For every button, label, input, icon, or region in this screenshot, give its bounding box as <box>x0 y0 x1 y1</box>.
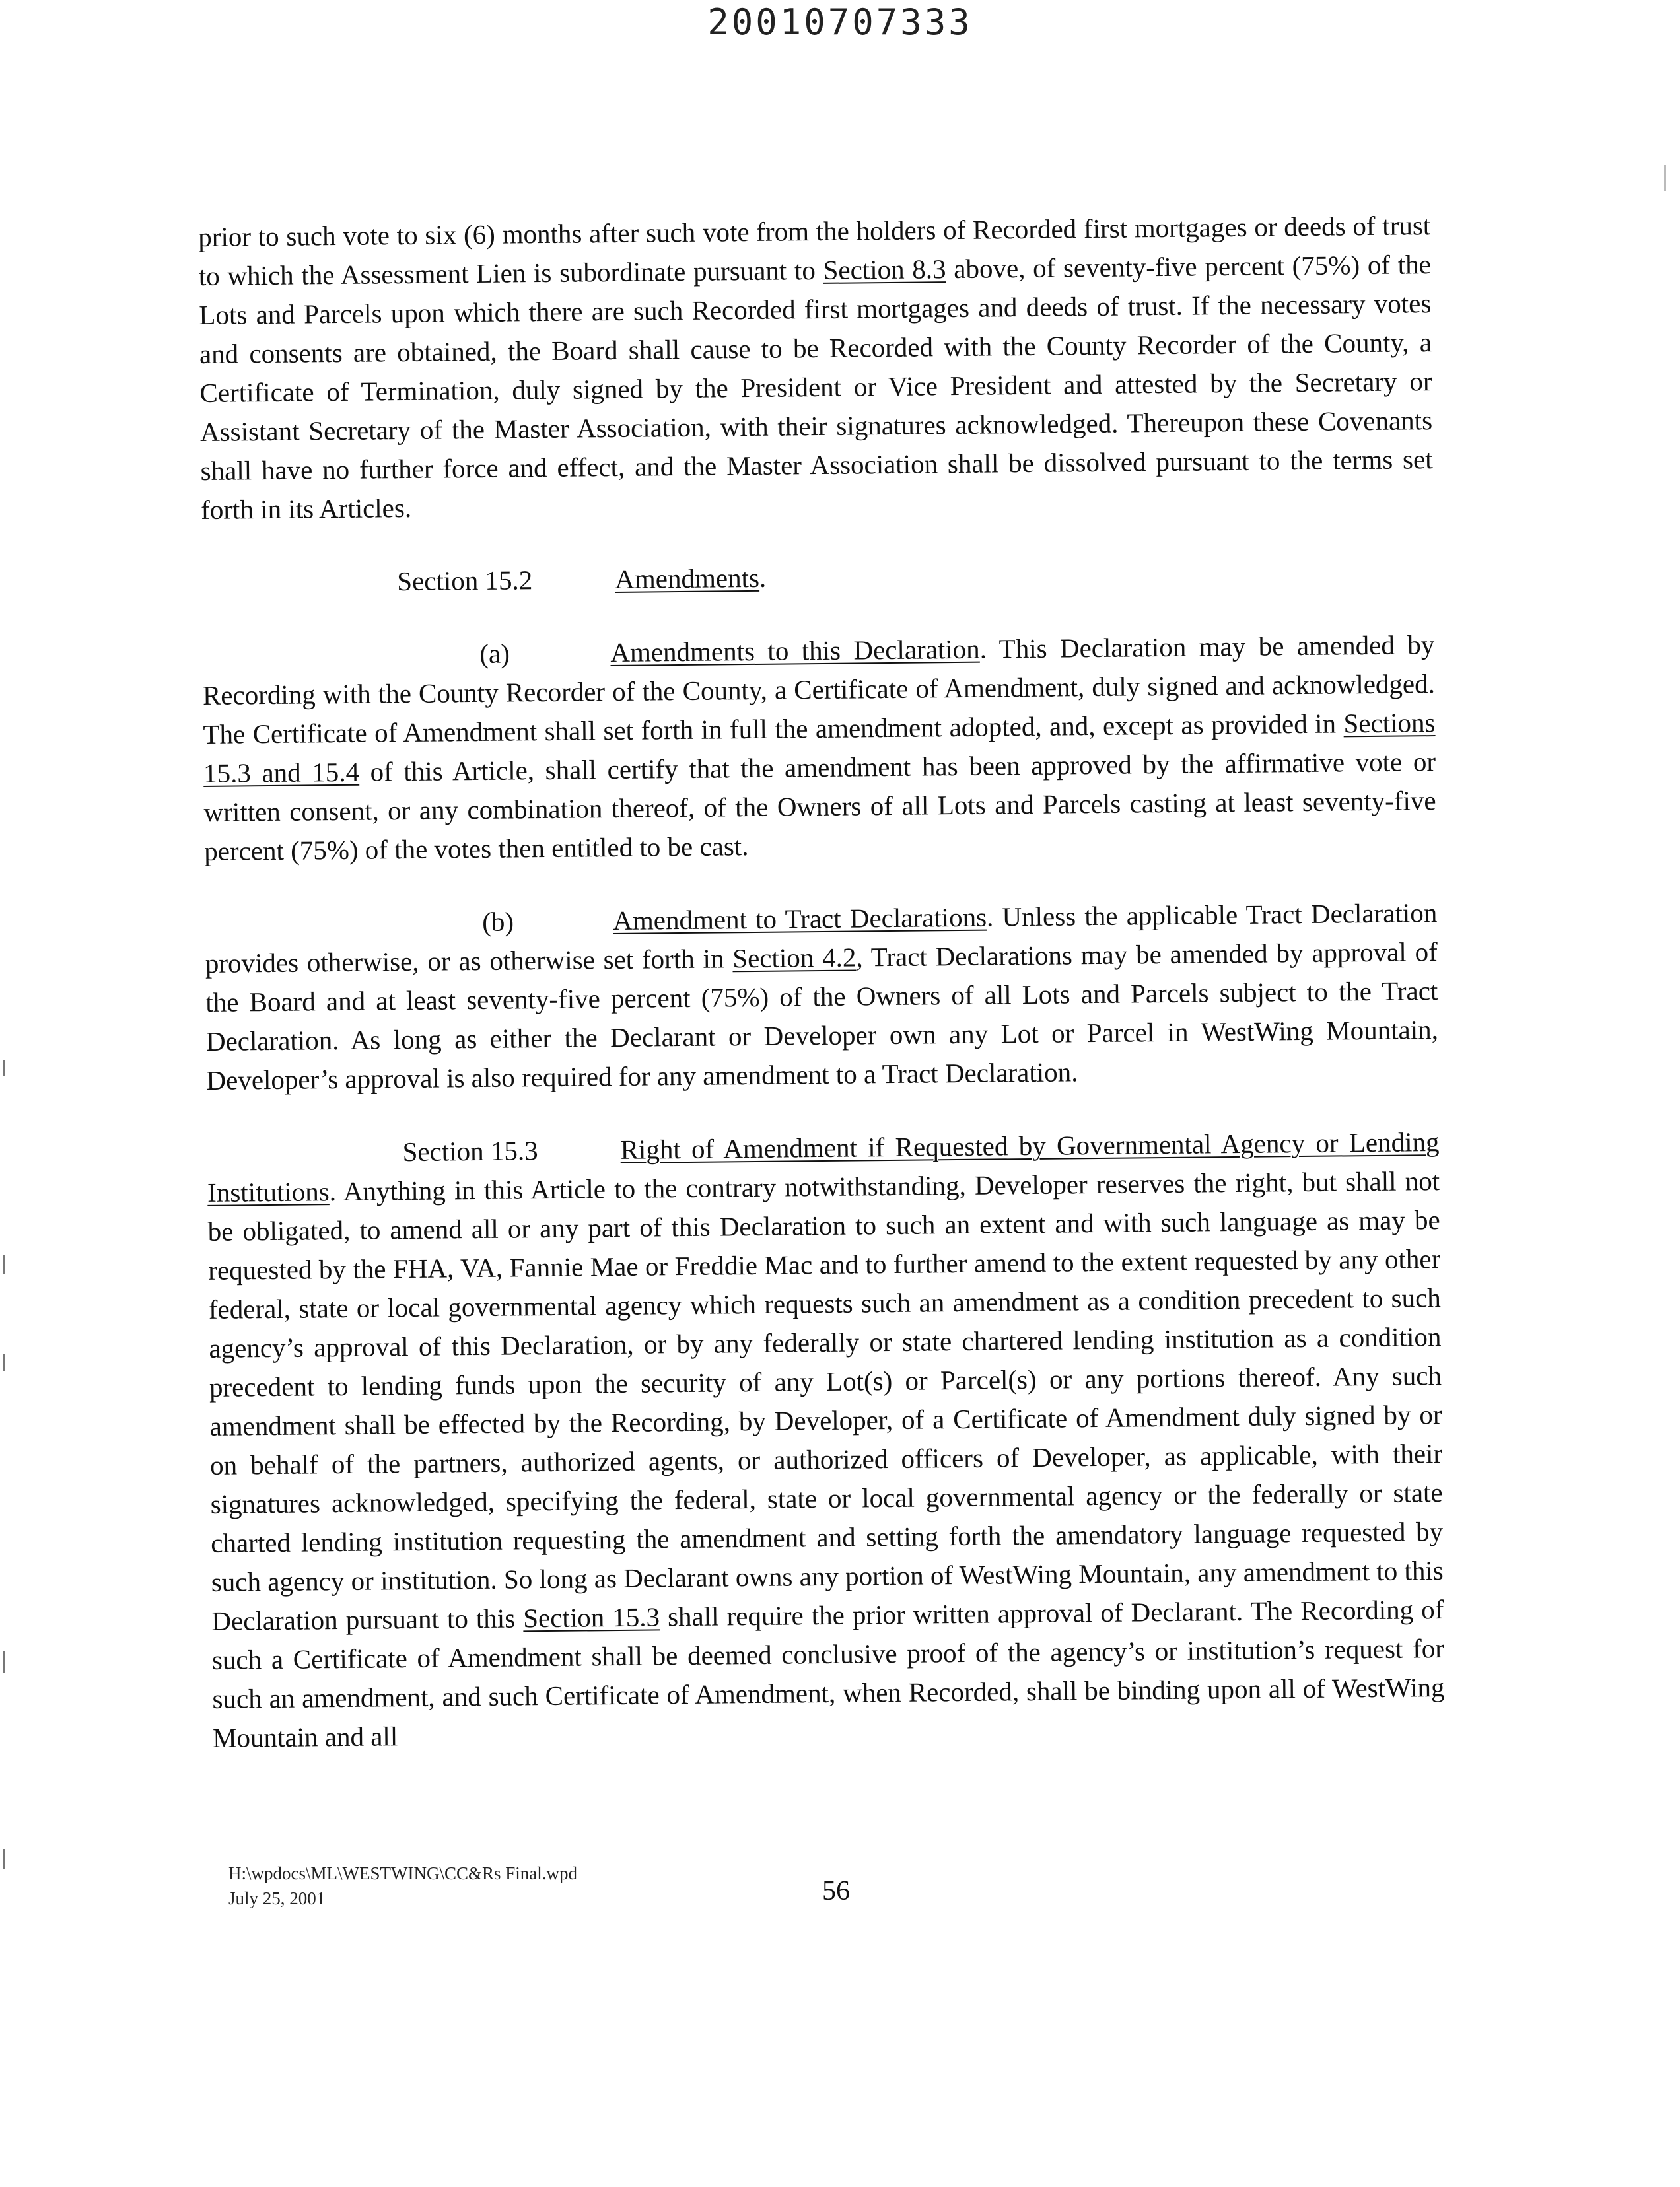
scan-artifact <box>3 1651 5 1673</box>
paragraph-section-15-3 <box>207 1123 1445 1758</box>
scan-artifact <box>3 1255 5 1274</box>
paragraph-text: prior to such vote to six (6) months after such vote from the holders of Recorded first mortgages or deeds of trust to which the Assessment Lien is subordinate pursuant to <box>198 210 1431 291</box>
paragraph-text: . Anything in this Article to the contrary notwithstanding, Developer reserves the right, but shall not be obligated, to amend all or any part of this Declaration to such an extent and with such language as may be requested by the FHA, VA, Fannie Mae or Freddie Mac and to further amend to the extent requested by any other federal, state or local governmental agency which requests such an amendment as a condition precedent to such agency’s approval of this Declaration, or by any federally or state chartered lending institution as a condition precedent to lending funds upon the security of any Lot(s) or Parcel(s) or any portions thereof. Any such amendment shall be effected by the Recording, by Developer, of a Certificate of Amendment duly signed by or on behalf of the partners, authorized agents, or authorized officers of Developer, as applicable, with their signatures acknowledged, specifying the federal, state or local governmental agency or the federally or state charted lending institution requesting the amendment and setting forth the amendatory language requested by such agency or institution. So long as Declarant owns any portion of WestWing Mountain, any amendment to this Declaration pursuant to this <box>207 1165 1444 1636</box>
section-reference: Section 4.2 <box>732 942 857 974</box>
paragraph-text: of this Article, shall certify that the amendment has been approved by the affirmative vote or written consent, or any combination thereof, of the Owners of all Lots and Parcels casting at least seventy-five percent (75%) of the votes then entitled to be cast. <box>203 746 1436 866</box>
section-number: Section 15.2 <box>397 565 533 597</box>
paragraph-text: . This Declaration may be amended by Recording with the County Recorder of the County, a Certificate of Amendment, duly signed and acknowledged. The Certificate of Amendment shall set forth in full the amendment adopted, and, except as provided in <box>202 629 1436 749</box>
footer-date: July 25, 2001 <box>228 1889 326 1908</box>
section-title: Right of Amendment if Requested by Governmental Agency or Lending Institutions <box>207 1127 1440 1208</box>
subsection-label: (b) <box>482 906 514 937</box>
scan-artifact <box>3 1060 5 1076</box>
section-reference: Section 15.3 <box>522 1601 660 1634</box>
footer <box>228 1861 577 1911</box>
section-title-suffix: . <box>759 562 767 593</box>
paragraph-text: . Unless the applicable Tract Declaration provides otherwise, or as otherwise set forth in <box>205 897 1438 979</box>
file-path: H:\wpdocs\ML\WESTWING\CC&Rs Final.wpd <box>228 1863 577 1883</box>
paragraph-text: , Tract Declarations may be amended by approval of the Board and at least seventy-five percent (75%) of the Owners of all Lots and Parcels subject to the Tract Declaration. As long as either the Declarant or Developer own any Lot or Parcel in WestWing Mountain, Developer’s approval is also required for any amendment to a Tract Declaration. <box>205 936 1439 1095</box>
subsection-label: (a) <box>479 638 510 669</box>
subsection-title: Amendments to this Declaration <box>610 633 980 668</box>
scan-artifact <box>3 1354 5 1371</box>
paragraph-amendment-tract-declarations <box>205 893 1439 1100</box>
section-reference: Sections 15.3 and 15.4 <box>203 707 1436 788</box>
paragraph-text: shall require the prior written approval of Declarant. The Recording of such a Certificate of Amendment shall be deemed conclusive proof of the agency’s or institution’s request for such an amendment, and such Certificate of Amendment, when Recorded, shall be binding upon all of WestWing Mountain and all <box>211 1593 1445 1753</box>
scan-artifact <box>3 1849 5 1869</box>
paragraph-amendments-to-declaration <box>202 625 1436 871</box>
section-title: Amendments <box>615 562 760 594</box>
section-reference: Section 8.3 <box>823 254 946 285</box>
scan-artifact <box>1664 165 1666 191</box>
document-number: 20010707333 <box>707 1 973 43</box>
section-number: Section 15.3 <box>402 1135 538 1167</box>
paragraph-termination <box>198 206 1433 530</box>
paragraph-text: above, of seventy-five percent (75%) of the Lots and Parcels upon which there are such Recorded first mortgages and deeds of trust. If the necessary votes and consents are obtained, the Board shall cause to be Recorded with the County Recorder of the County, a Certificate of Termination, duly signed by the President or Vice President and attested by the Secretary or Assistant Secretary of the Master Association, with their signatures acknowledged. Thereupon these Covenants shall have no further force and effect, and the Master Association shall be dissolved pursuant to the terms set forth in its Articles. <box>199 249 1433 525</box>
document-body <box>198 206 1445 1758</box>
page-number: 56 <box>822 1876 850 1906</box>
subsection-title: Amendment to Tract Declarations <box>613 901 987 936</box>
